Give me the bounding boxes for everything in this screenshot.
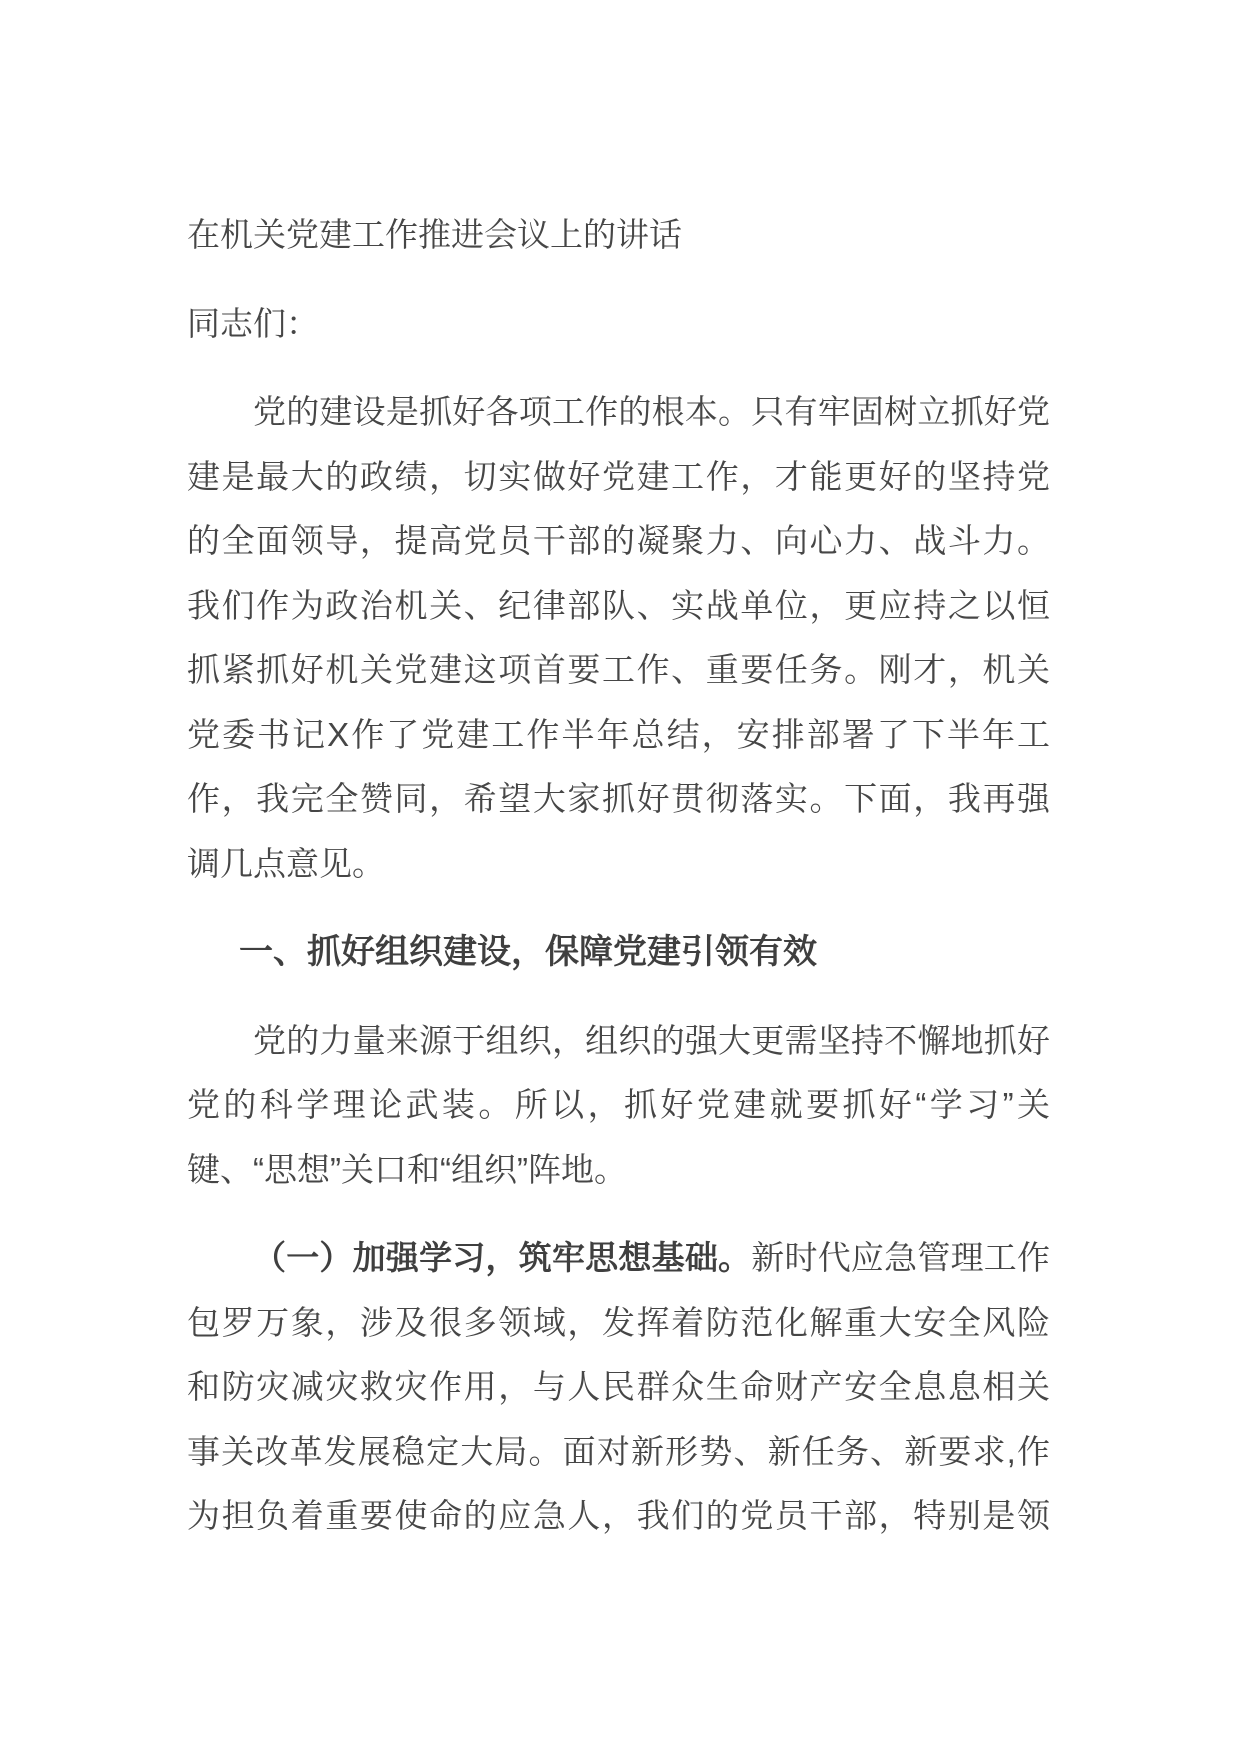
text-run: 作，我完全赞同，希望大家抓好贯彻落实。下面，我再强 <box>187 780 1050 817</box>
text-line <box>187 1420 1050 1485</box>
text-run: 为担负着重要使命的应急人，我们的党员干部，特别是领 <box>187 1497 1050 1534</box>
text-line <box>187 767 1050 832</box>
text-line <box>187 509 1050 574</box>
text-line <box>187 1009 1050 1074</box>
text-run: 的全面领导，提高党员干部的凝聚力、向心力、战斗力。 <box>187 522 1050 559</box>
text-line <box>187 638 1050 703</box>
text-line <box>187 1484 1050 1549</box>
text-line <box>187 1138 1050 1203</box>
text-line <box>187 380 1050 445</box>
text-line <box>187 445 1050 510</box>
text-line <box>187 703 1050 768</box>
paragraph-3 <box>187 1226 1050 1549</box>
text-run: 同志们： <box>187 304 319 342</box>
text-line <box>187 832 1050 897</box>
text-run: 党委书记X作了党建工作半年总结，安排部署了下半年工 <box>187 715 1050 753</box>
text-run: 抓紧抓好机关党建这项首要工作、重要任务。刚才，机关 <box>187 651 1050 688</box>
text-run: 我们作为政治机关、纪律部队、实战单位，更应持之以恒 <box>187 586 1050 624</box>
heading-1 <box>187 920 1050 985</box>
text-run: 包罗万象，涉及很多领域，发挥着防范化解重大安全风险 <box>187 1303 1050 1341</box>
text-line <box>187 574 1050 639</box>
text-run: 在机关党建工作推进会议上的讲话 <box>187 216 682 253</box>
text-line <box>187 1355 1050 1420</box>
text-run: 调几点意见。 <box>187 844 385 882</box>
doc-title <box>187 203 1050 268</box>
text-run: 键、“思想”关口和“组织”阵地。 <box>187 1150 627 1188</box>
salutation <box>187 292 1050 357</box>
text-run: 党的科学理论武装。所以，抓好党建就要抓好“学习”关 <box>187 1086 1050 1123</box>
text-run: 事关改革发展稳定大局。面对新形势、新任务、新要求,作 <box>187 1432 1050 1470</box>
text-line <box>187 920 1050 985</box>
paragraph-1 <box>187 380 1050 896</box>
text-run: 新时代应急管理工作 <box>751 1239 1051 1276</box>
text-line <box>187 1226 1050 1291</box>
bold-text-run: 一、抓好组织建设，保障党建引领有效 <box>239 933 817 971</box>
text-line <box>187 1073 1050 1138</box>
bold-text-run: （一）加强学习，筑牢思想基础。 <box>253 1239 752 1276</box>
text-run: 党的力量来源于组织，组织的强大更需坚持不懈地抓好 <box>253 1021 1050 1059</box>
text-line <box>187 203 1050 268</box>
text-run: 党的建设是抓好各项工作的根本。只有牢固树立抓好党 <box>253 393 1050 430</box>
paragraph-2 <box>187 1009 1050 1203</box>
text-run: 和防灾减灾救灾作用，与人民群众生命财产安全息息相关 <box>187 1368 1050 1405</box>
text-run: 建是最大的政绩，切实做好党建工作，才能更好的坚持党 <box>187 457 1050 495</box>
text-line <box>187 292 1050 357</box>
text-line <box>187 1291 1050 1356</box>
